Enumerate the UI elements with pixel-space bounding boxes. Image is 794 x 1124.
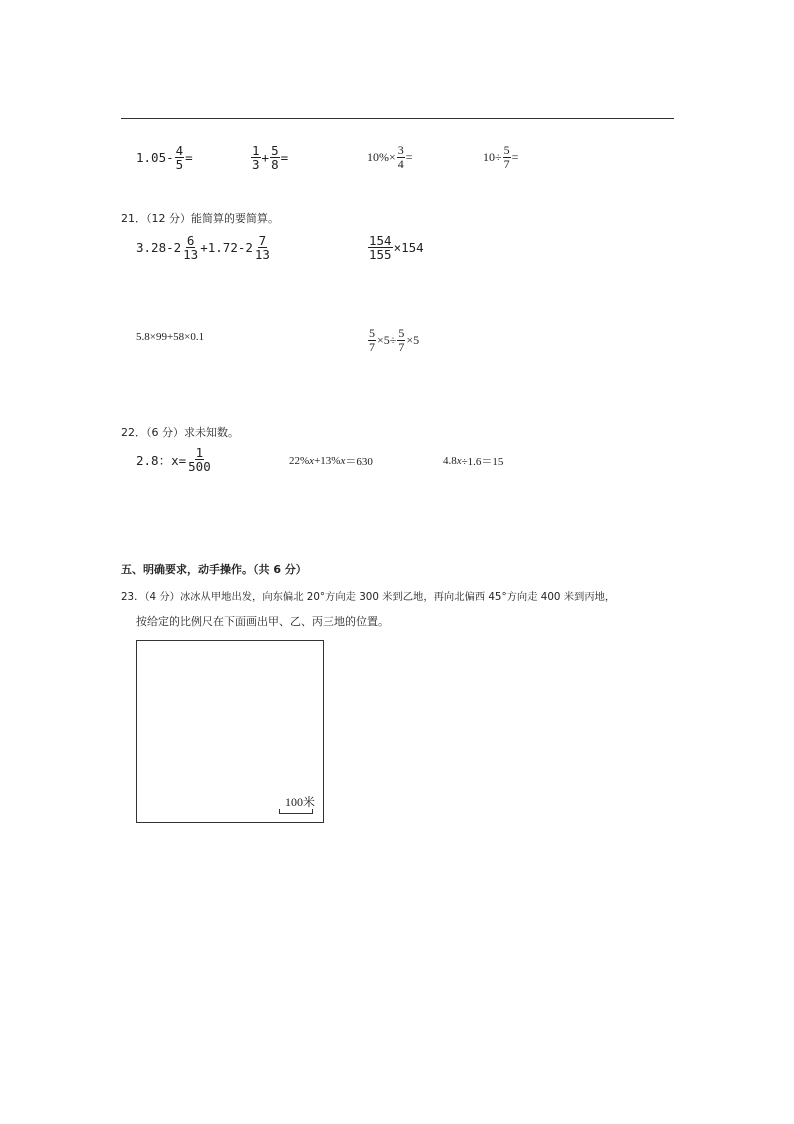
expr-text: +1.72-2	[200, 240, 253, 256]
calc-expression-3	[367, 144, 413, 170]
expr-text: =	[185, 150, 193, 166]
question-22-heading: 22．（6 分）求未知数。	[121, 426, 239, 439]
expr-text: ×5	[406, 332, 420, 347]
scale-label: 100米	[284, 795, 315, 809]
variable: x	[309, 455, 315, 467]
fraction: $\frac{6}{13}$	[183, 233, 199, 263]
expr-text: ÷1.6＝15	[461, 456, 504, 468]
expr-text: =	[280, 150, 289, 166]
fraction: $\frac{1}{3}$	[252, 143, 260, 173]
calc-expression-2	[250, 144, 288, 171]
variable: x	[340, 455, 346, 467]
expr-text: ×154	[393, 240, 424, 256]
fraction: $\frac{5}{7}$	[369, 326, 375, 354]
expr-text: +	[261, 150, 270, 166]
fraction: $\frac{154}{155}$	[369, 233, 392, 263]
fraction: $\frac{1}{500}$	[188, 445, 211, 475]
expr-text: 1.05-	[136, 150, 174, 166]
fraction: $\frac{5}{7}$	[503, 143, 510, 171]
q22-equation-3	[443, 453, 503, 469]
q21-expression-4	[367, 327, 419, 353]
scale-bar	[279, 809, 313, 814]
expr-text: 10÷	[483, 149, 502, 164]
expr-text: =	[511, 149, 519, 164]
q21-expression-3: 5.8×99+58×0.1	[136, 331, 205, 343]
expr-text: ×5÷	[377, 332, 397, 347]
header-rule	[121, 118, 674, 119]
drawing-area[interactable]	[136, 640, 324, 823]
expr-text: +13%	[314, 455, 341, 467]
question-21-heading: 21．（12 分）能简算的要简算。	[121, 212, 279, 225]
section-5-title: 五、明确要求，动手操作。（共 6 分）	[121, 563, 307, 576]
expr-text: 22%	[289, 455, 310, 467]
expr-text: 10%×	[367, 149, 396, 164]
expr-text: ＝630	[345, 456, 373, 468]
fraction: $\frac{7}{13}$	[254, 233, 270, 263]
calc-expression-1	[136, 144, 193, 171]
q21-expression-2	[367, 234, 424, 261]
expr-text: 2.8：x=	[136, 452, 187, 468]
fraction: $\frac{5}{7}$	[398, 326, 405, 354]
q22-equation-1	[136, 446, 213, 473]
calc-expression-4	[483, 144, 518, 170]
question-23-line-1: 23．（4 分）冰冰从甲地出发，向东偏北 20°方向走 300 米到乙地，再向北偏西 45°方向走 400 米到丙地，	[121, 591, 616, 603]
expr-text: =	[405, 149, 413, 164]
fraction: $\frac{5}{8}$	[271, 143, 279, 173]
variable: x	[456, 455, 462, 467]
q21-expression-1	[136, 234, 272, 261]
q22-equation-2	[289, 453, 373, 469]
fraction: $\frac{3}{4}$	[397, 143, 404, 171]
fraction: $\frac{4}{5}$	[175, 143, 184, 173]
expr-text: 4.8	[443, 455, 457, 467]
question-23-line-2: 按给定的比例尺在下面画出甲、乙、丙三地的位置。	[136, 615, 389, 628]
expr-text: 3.28-2	[136, 240, 182, 256]
